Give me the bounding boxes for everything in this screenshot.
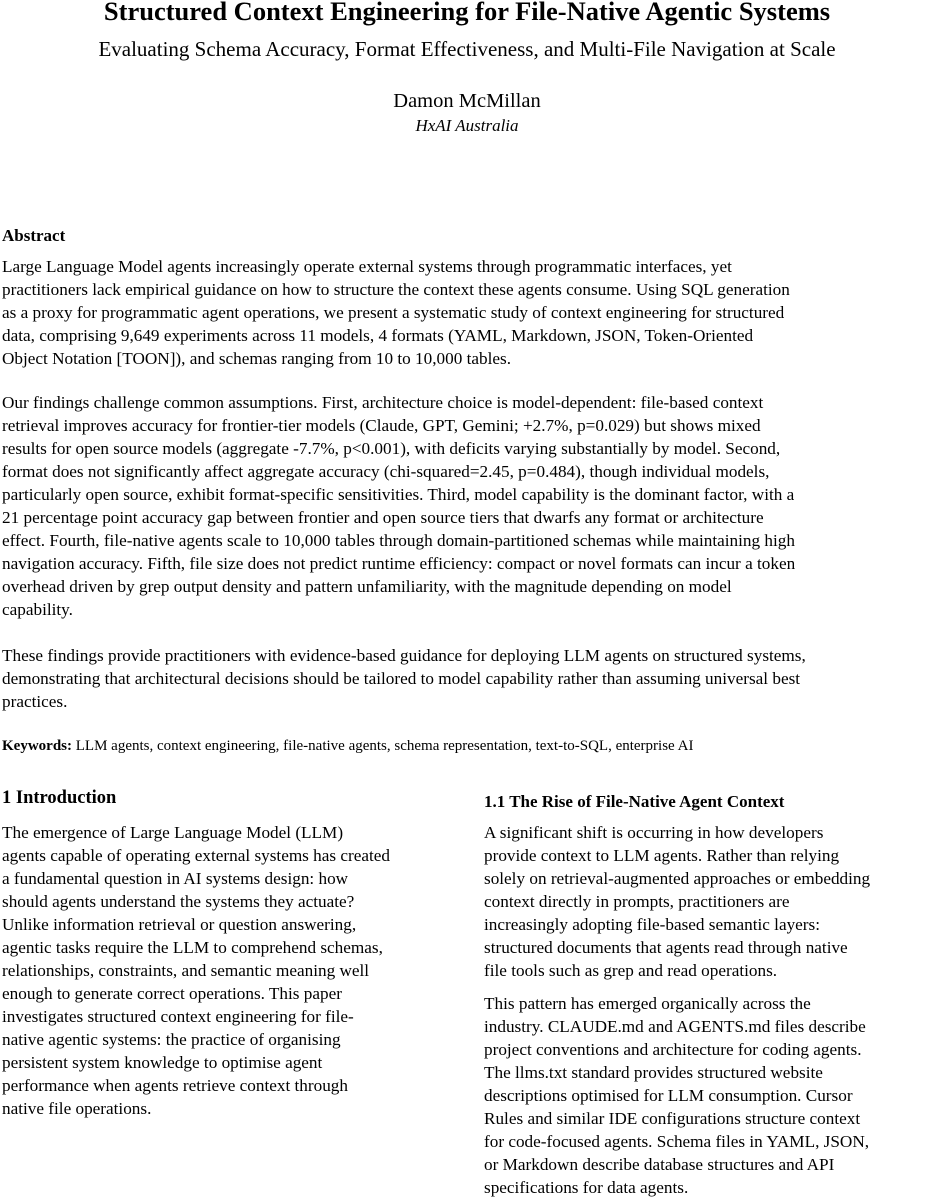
author-affiliation: HxAI Australia: [415, 116, 519, 135]
text-line: industry. CLAUDE.md and AGENTS.md files describe: [484, 1017, 866, 1036]
text-line: increasingly adopting file-based semantic layers:: [484, 915, 820, 934]
text-line: This pattern has emerged organically across the: [484, 994, 811, 1013]
text-line: file tools such as grep and read operations.: [484, 961, 778, 980]
text-line: retrieval improves accuracy for frontier-tier models (Claude, GPT, Gemini; +2.7%, p=0.029) but shows mixed: [2, 416, 761, 435]
text-line: descriptions optimised for LLM consumption. Cursor: [484, 1086, 853, 1105]
text-line: practices.: [2, 692, 68, 711]
text-line: context directly in prompts, practitioners are: [484, 892, 790, 911]
abstract-paragraph-2: [2, 391, 795, 621]
text-line: native agentic systems: the practice of organising: [2, 1030, 341, 1049]
paper-title: Structured Context Engineering for File-Native Agentic Systems: [103, 0, 831, 26]
text-line: Large Language Model agents increasingly operate external systems through programmatic interfaces, yet: [2, 257, 732, 276]
text-line: a fundamental question in AI systems design: how: [2, 869, 349, 888]
abstract-paragraph-3: [2, 644, 806, 713]
text-line: should agents understand the systems they actuate?: [2, 892, 355, 911]
text-line: enough to generate correct operations. This paper: [2, 984, 342, 1003]
text-line: practitioners lack empirical guidance on how to structure the context these agents consume. Using SQL generation: [2, 280, 790, 299]
text-line: structured documents that agents read through native: [484, 938, 848, 957]
text-line: as a proxy for programmatic agent operations, we present a systematic study of context engineering for structured: [2, 303, 785, 322]
text-line: results for open source models (aggregate -7.7%, p<0.001), with deficits varying substantially by model. Second,: [2, 439, 781, 458]
section-1-1-paragraph-2: [484, 992, 869, 1199]
text-line: overhead driven by grep output density and pattern unfamiliarity, with the magnitude depending on model: [2, 577, 732, 596]
section-heading-1-1: 1.1 The Rise of File-Native Agent Context: [484, 792, 785, 811]
section-heading-introduction: 1 Introduction: [2, 788, 117, 808]
text-line: capability.: [2, 600, 73, 619]
author-name: Damon McMillan: [393, 90, 541, 112]
text-line: specifications for data agents.: [484, 1178, 689, 1197]
text-line: format does not significantly affect aggregate accuracy (chi-squared=2.45, p=0.484), though individual models,: [2, 462, 770, 481]
text-line: native file operations.: [2, 1099, 152, 1118]
text-line: Our findings challenge common assumptions. First, architecture choice is model-dependent: file-based context: [2, 393, 764, 412]
text-line: The emergence of Large Language Model (LLM): [2, 823, 344, 842]
text-line: demonstrating that architectural decisions should be tailored to model capability rather than assuming universal best: [2, 669, 801, 688]
text-line: Rules and similar IDE configurations structure context: [484, 1109, 861, 1128]
text-line: project conventions and architecture for coding agents.: [484, 1040, 862, 1059]
keywords: [2, 736, 693, 756]
keywords-text: LLM agents, context engineering, file-native agents, schema representation, text-to-SQL, enterprise AI: [75, 738, 694, 754]
text-line: relationships, constraints, and semantic meaning well: [2, 961, 370, 980]
text-line: performance when agents retrieve context through: [2, 1076, 348, 1095]
text-line: agentic tasks require the LLM to comprehend schemas,: [2, 938, 383, 957]
text-line: These findings provide practitioners with evidence-based guidance for deploying LLM agents on structured systems,: [2, 646, 806, 665]
text-line: Unlike information retrieval or question answering,: [2, 915, 357, 934]
text-line: navigation accuracy. Fifth, file size does not predict runtime efficiency: compact or novel formats can incur a token: [2, 554, 796, 573]
text-line: Object Notation [TOON]), and schemas ranging from 10 to 10,000 tables.: [2, 349, 511, 368]
abstract-paragraph-1: [2, 255, 790, 370]
abstract-heading: Abstract: [2, 226, 66, 245]
text-line: investigates structured context engineering for file-: [2, 1007, 354, 1026]
text-line: A significant shift is occurring in how developers: [484, 823, 824, 842]
keywords-label: Keywords:: [2, 738, 72, 754]
section-1-1-paragraph-1: [484, 821, 870, 982]
text-line: for code-focused agents. Schema files in YAML, JSON,: [484, 1132, 870, 1151]
text-line: agents capable of operating external systems has created: [2, 846, 390, 865]
paper-subtitle: Evaluating Schema Accuracy, Format Effectiveness, and Multi-File Navigation at Scale: [98, 37, 836, 61]
text-line: particularly open source, exhibit format-specific sensitivities. Third, model capability is the dominant factor, with a: [2, 485, 795, 504]
text-line: 21 percentage point accuracy gap between frontier and open source tiers that dwarfs any format or architecture: [2, 508, 764, 527]
introduction-paragraph: [2, 821, 390, 1120]
text-line: data, comprising 9,649 experiments across 11 models, 4 formats (YAML, Markdown, JSON, Token-Oriented: [2, 326, 754, 345]
text-line: The llms.txt standard provides structured website: [484, 1063, 823, 1082]
text-line: provide context to LLM agents. Rather than relying: [484, 846, 840, 865]
text-line: persistent system knowledge to optimise agent: [2, 1053, 323, 1072]
text-line: or Markdown describe database structures and API: [484, 1155, 835, 1174]
text-line: effect. Fourth, file-native agents scale to 10,000 tables through domain-partitioned schemas while maintaining high: [2, 531, 795, 550]
text-line: solely on retrieval-augmented approaches or embedding: [484, 869, 871, 888]
